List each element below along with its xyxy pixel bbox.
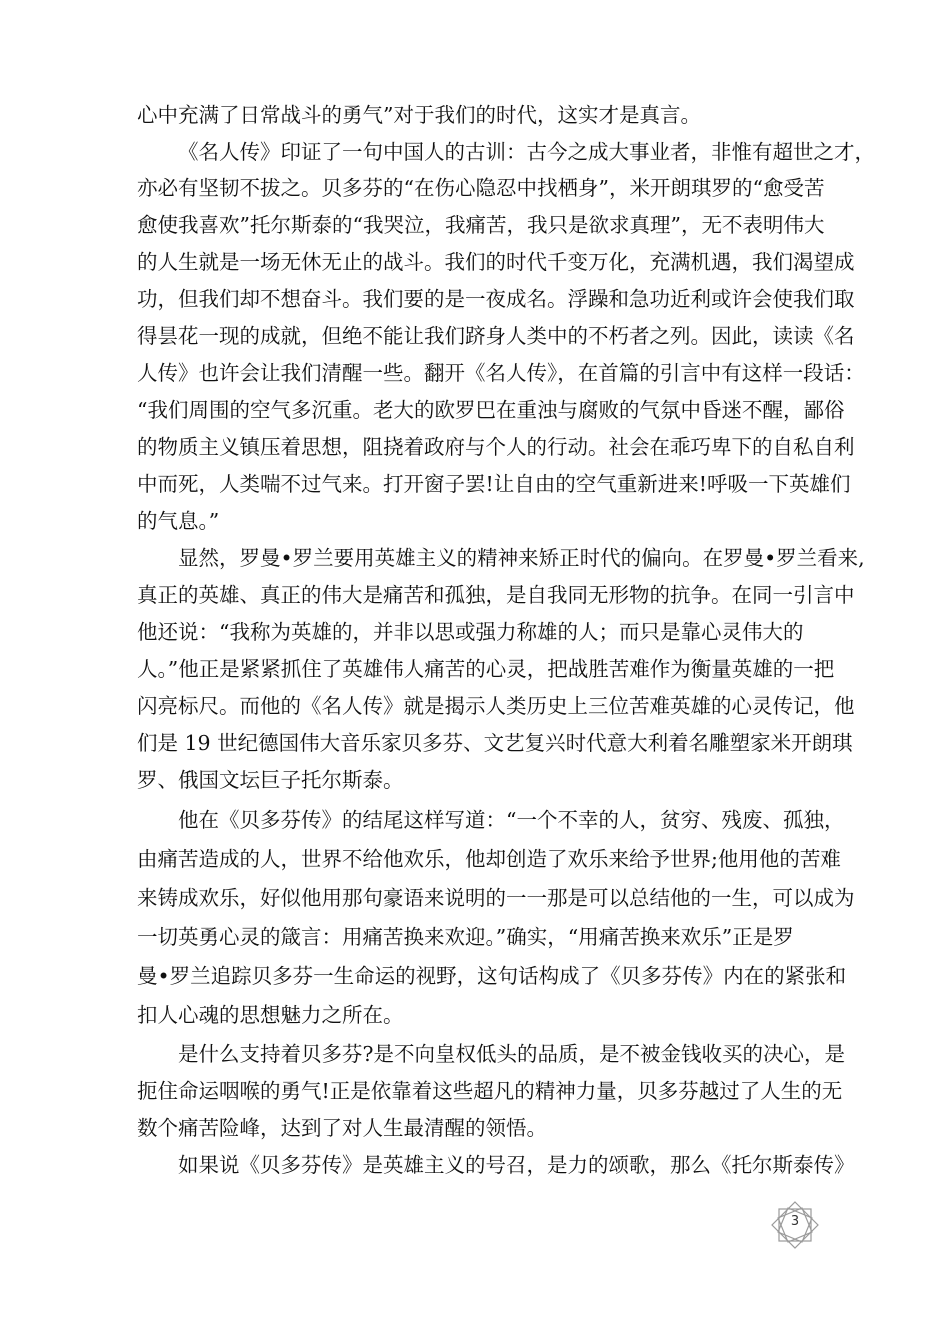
text-line: 们是 19 世纪德国伟大音乐家贝多芬、文艺复兴时代意大利着名雕塑家米开朗琪	[137, 731, 853, 755]
text-line: 扼住命运咽喉的勇气!正是依靠着这些超凡的精神力量，贝多芬越过了人生的无	[137, 1079, 843, 1103]
text-line: 亦必有坚韧不拔之。贝多芬的“在伤心隐忍中找栖身”，米开朗琪罗的“愈受苦	[137, 176, 825, 200]
text-line: 愈使我喜欢”托尔斯泰的“我哭泣，我痛苦，我只是欲求真理”，无不表明伟大	[137, 213, 825, 237]
text-line: 由痛苦造成的人，世界不给他欢乐，他却创造了欢乐来给予世界;他用他的苦难	[137, 847, 841, 871]
text-line: 《名人传》印证了一句中国人的古训：古今之成大事业者，非惟有超世之才，	[178, 140, 875, 164]
page-number: 3	[790, 1214, 800, 1229]
text-line: 显然，罗曼•罗兰要用英雄主义的精神来矫正时代的偏向。在罗曼•罗兰看来,	[178, 546, 865, 570]
text-line: 曼•罗兰追踪贝多芬一生命运的视野，这句话构成了《贝多芬传》内在的紧张和	[137, 964, 847, 988]
text-line: 一切英勇心灵的箴言：用痛苦换来欢迎。”确实，“用痛苦换来欢乐”正是罗	[137, 925, 794, 949]
text-line: 扣人心魂的思想魅力之所在。	[137, 1003, 404, 1027]
text-line: 功，但我们却不想奋斗。我们要的是一夜成名。浮躁和急功近利或许会使我们取	[137, 287, 855, 311]
text-line: 的气息。”	[137, 509, 220, 533]
text-line: 如果说《贝多芬传》是英雄主义的号召，是力的颂歌，那么《托尔斯泰传》	[178, 1153, 855, 1177]
text-line: 罗、俄国文坛巨子托尔斯泰。	[137, 768, 404, 792]
text-line: 中而死，人类喘不过气来。打开窗子罢!让自由的空气重新进来!呼吸一下英雄们	[137, 472, 851, 496]
text-line: 数个痛苦险峰，达到了对人生最清醒的领悟。	[137, 1116, 547, 1140]
text-line: 人传》也许会让我们清醒一些。翻开《名人传》，在首篇的引言中有这样一段话：	[137, 361, 865, 385]
text-line: 是什么支持着贝多芬?是不向皇权低头的品质，是不被金钱收买的决心，是	[178, 1042, 845, 1066]
text-line: 他还说：“我称为英雄的，并非以思或强力称雄的人；而只是靠心灵伟大的	[137, 620, 804, 644]
text-line: 心中充满了日常战斗的勇气”对于我们的时代，这实才是真言。	[137, 103, 701, 127]
text-line: 的物质主义镇压着思想，阻挠着政府与个人的行动。社会在乖巧卑下的自私自利	[137, 435, 855, 459]
text-line: 闪亮标尺。而他的《名人传》就是揭示人类历史上三位苦难英雄的心灵传记，他	[137, 694, 855, 718]
text-line: 他在《贝多芬传》的结尾这样写道：“一个不幸的人，贫穷、残废、孤独，	[178, 808, 845, 832]
page-number-badge	[770, 1200, 820, 1250]
text-line: 来铸成欢乐，好似他用那句豪语来说明的一一那是可以总结他的一生，可以成为	[137, 886, 855, 910]
text-line: 的人生就是一场无休无止的战斗。我们的时代千变万化，充满机遇，我们渴望成	[137, 250, 855, 274]
text-line: 得昙花一现的成就，但绝不能让我们跻身人类中的不朽者之列。因此，读读《名	[137, 324, 855, 348]
text-line: “我们周围的空气多沉重。老大的欧罗巴在重浊与腐败的气氛中昏迷不醒，鄙俗	[137, 398, 845, 422]
text-line: 真正的英雄、真正的伟大是痛苦和孤独，是自我同无形物的抗争。在同一引言中	[137, 583, 855, 607]
text-line: 人。”他正是紧紧抓住了英雄伟人痛苦的心灵，把战胜苦难作为衡量英雄的一把	[137, 657, 835, 681]
